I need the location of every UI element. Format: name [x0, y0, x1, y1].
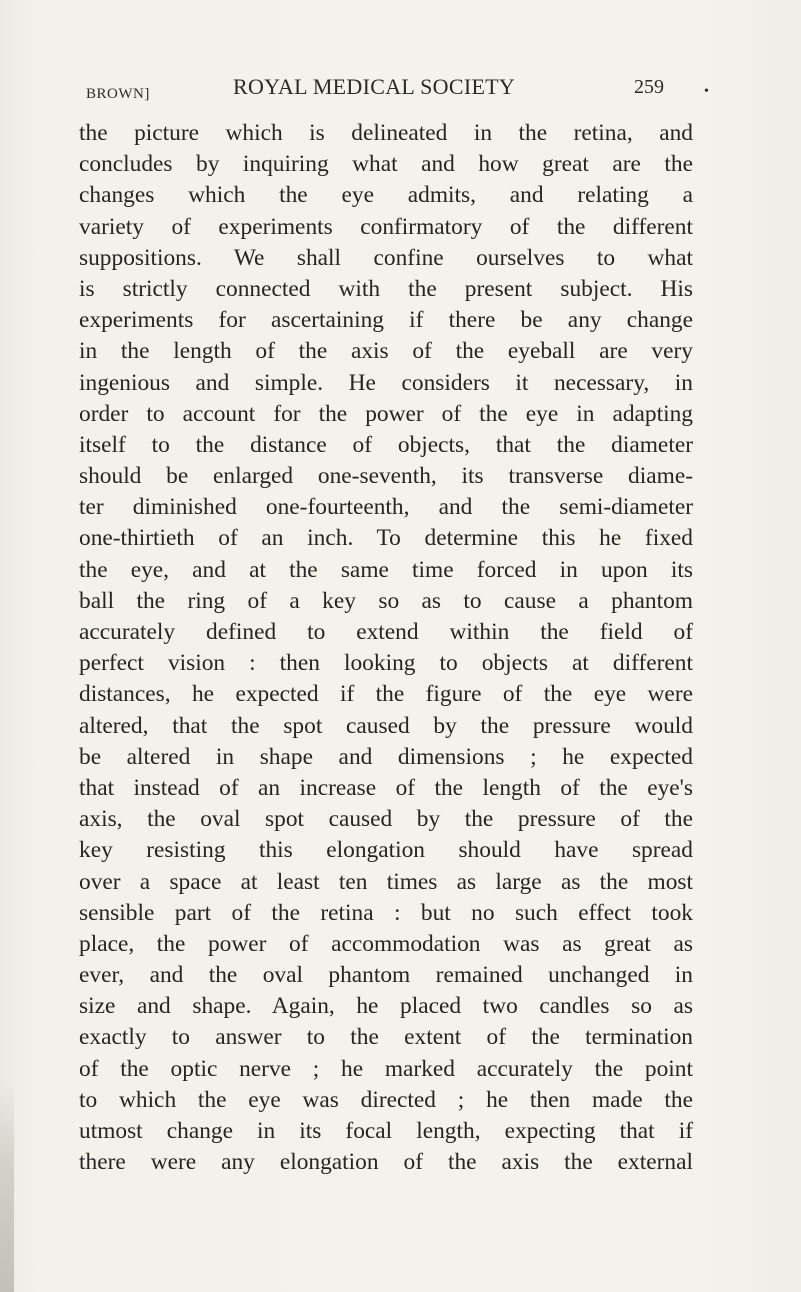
text-line: over a space at least ten times as large as the most: [79, 868, 693, 895]
text-line: perfect vision : then looking to objects at different: [79, 650, 693, 677]
text-line: ter diminished one-fourteenth, and the semi-diameter: [79, 494, 693, 521]
running-title: ROYAL MEDICAL SOCIETY: [233, 74, 516, 99]
text-line: altered, that the spot caused by the pressure would: [79, 712, 693, 739]
text-line: exactly to answer to the extent of the termination: [79, 1024, 693, 1051]
text-line: variety of experiments confirmatory of the different: [79, 213, 693, 240]
text-line: axis, the oval spot caused by the pressure of the: [79, 806, 693, 833]
text-line: ever, and the oval phantom remained unchanged in: [79, 962, 693, 989]
text-line: in the length of the axis of the eyeball are very: [79, 338, 693, 365]
text-line: ingenious and simple. He considers it necessary, in: [79, 369, 693, 396]
text-line: concludes by inquiring what and how great are the: [79, 151, 693, 178]
text-line: the picture which is delineated in the retina, and: [79, 120, 693, 146]
page-edge-shadow: [0, 1080, 14, 1292]
text-line: the eye, and at the same time forced in upon its: [79, 556, 693, 583]
text-line: utmost change in its focal length, expecting that if: [79, 1118, 693, 1144]
text-line: key resisting this elongation should have spread: [79, 837, 693, 864]
margin-mark: •: [704, 84, 709, 99]
text-line: changes which the eye admits, and relating a: [79, 182, 693, 209]
text-line: suppositions. We shall confine ourselves to what: [79, 244, 693, 271]
running-author: BROWN]: [86, 86, 150, 102]
text-line: one-thirtieth of an inch. To determine this he fixed: [79, 525, 693, 552]
text-line: there were any elongation of the axis the external: [79, 1149, 693, 1176]
body-text: [79, 118, 693, 1178]
text-line: place, the power of accommodation was as great as: [79, 930, 693, 957]
text-line: of the optic nerve ; he marked accurately the point: [79, 1055, 693, 1082]
text-line: is strictly connected with the present subject. His: [79, 275, 693, 302]
text-line: distances, he expected if the figure of the eye were: [79, 681, 693, 708]
text-line: itself to the distance of objects, that the diameter: [79, 431, 693, 458]
running-header: [86, 66, 709, 106]
text-line: sensible part of the retina : but no such effect took: [79, 899, 693, 926]
text-line: experiments for ascertaining if there be any change: [79, 307, 693, 334]
text-line: order to account for the power of the eye in adapting: [79, 400, 693, 427]
text-line: be altered in shape and dimensions ; he expected: [79, 743, 693, 770]
text-line: accurately defined to extend within the field of: [79, 619, 693, 645]
text-line: to which the eye was directed ; he then made the: [79, 1086, 693, 1113]
text-line: that instead of an increase of the length of the eye's: [79, 774, 693, 801]
text-line: should be enlarged one-seventh, its transverse diame-: [79, 463, 693, 490]
text-line: size and shape. Again, he placed two candles so as: [79, 993, 693, 1020]
page-number: 259: [634, 76, 664, 98]
text-line: ball the ring of a key so as to cause a phantom: [79, 587, 693, 614]
